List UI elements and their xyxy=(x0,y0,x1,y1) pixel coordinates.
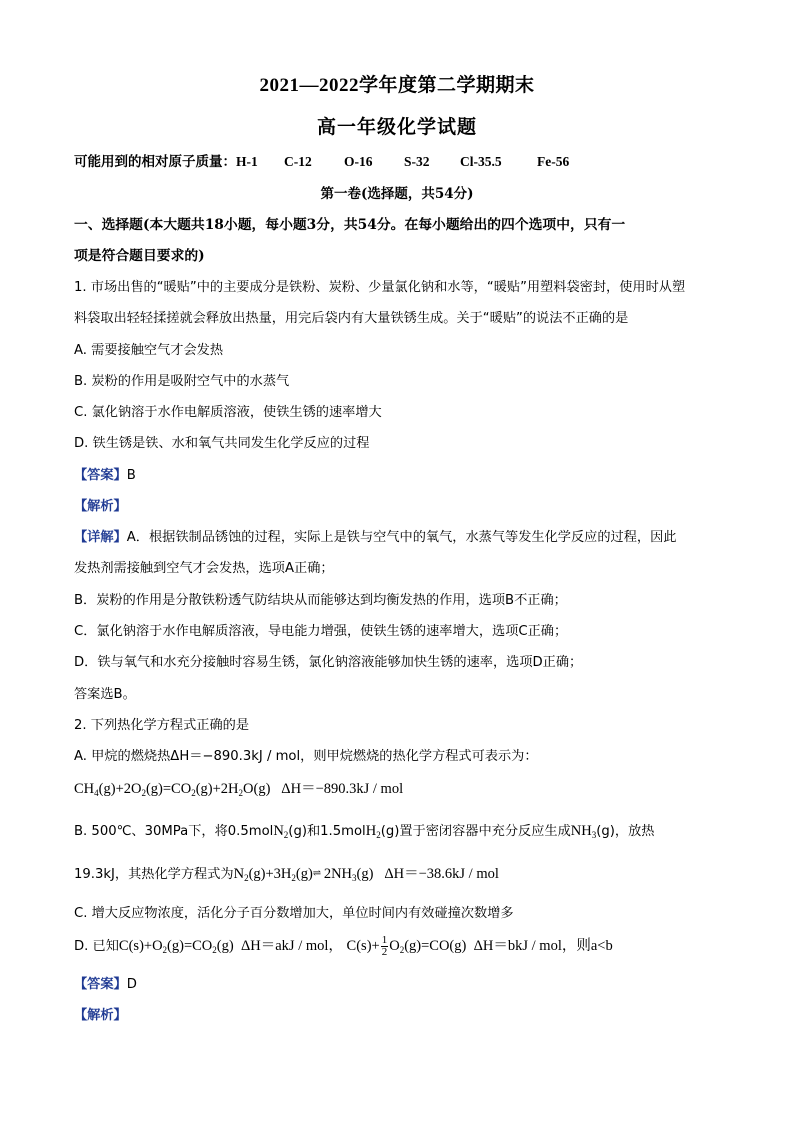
q2-option-b-line-1: B. 500℃、30MPa下，将0.5molN$_2$(g)和1.5molH$_2$(g)置于密闭容器中充分反应生成$NH_3(g)$，放热 xyxy=(74,823,655,840)
q1-stem-line-2: 料袋取出轻轻揉搓就会释放出热量，用完后袋内有大量铁锈生成。关于“暖贴”的说法不正确的是 xyxy=(74,311,629,326)
analysis-tag: 【解析】 xyxy=(74,499,127,514)
equilibrium-arrow-icon: ⇌ xyxy=(312,868,321,879)
exam-title: 2021—2022学年度第二学期期末 xyxy=(259,75,535,96)
q1-detail-1 xyxy=(74,526,676,545)
q1-option-c: C. 氯化钠溶于水作电解质溶液，使铁生锈的速率增大 xyxy=(74,405,382,420)
text: (g)，放热 xyxy=(596,824,655,839)
q1-analysis xyxy=(74,495,127,514)
mass-h: H-1 xyxy=(236,154,258,169)
q1-detail-3: B．炭粉的作用是分散铁粉透气防结块从而能够达到均衡发热的作用，选项B不正确； xyxy=(74,593,567,608)
equation-enthalpy: ΔH＝−890.3kJ / mol xyxy=(281,781,404,797)
q2-analysis xyxy=(74,1004,127,1023)
fraction-one-half: $\frac{1}{2}$ xyxy=(381,934,388,959)
equation-enthalpy: ΔH＝akJ / mol， xyxy=(240,938,343,954)
q1-detail-5: D．铁与氧气和水充分接触时容易生锈，氯化钠溶液能够加快生锈的速率，选项D正确； xyxy=(74,655,583,670)
q2-answer xyxy=(74,973,137,992)
section-instruction-2: 项是符合题目要求的) xyxy=(74,248,205,264)
exam-subtitle: 高一年级化学试题 xyxy=(316,116,477,138)
text: 19.3kJ，其热化学方程式为 xyxy=(74,867,234,882)
text: (g)和1.5mol xyxy=(288,824,366,839)
mass-fe: Fe-56 xyxy=(537,154,570,169)
text: B. 500℃、30MPa下，将0.5mol xyxy=(74,824,274,839)
q1-conclusion: 答案选B。 xyxy=(74,687,136,702)
q1-answer xyxy=(74,464,136,483)
detail-text: A．根据铁制品锈蚀的过程，实际上是铁与空气中的氧气，水蒸气等发生化学反应的过程，因此 xyxy=(126,530,677,545)
section-title: 第一卷(选择题，共54分) xyxy=(320,186,474,202)
mass-cl: Cl-35.5 xyxy=(460,154,502,169)
answer-tag: 【答案】 xyxy=(74,977,127,992)
atomic-masses xyxy=(74,150,569,170)
q2-option-d: D. 已知$C(s)+O_2(g)=CO_2(g)$ ΔH＝akJ / mol， C(s)+ $\frac{1}{2}$ $O_2(g)=CO(g)$ ΔH＝bkJ / mol，则a<b xyxy=(74,934,613,959)
q1-stem-line-1: 1. 市场出售的“暖贴”中的主要成分是铁粉、炭粉、少量氯化钠和水等，“暖贴”用塑料袋密封，使用时从塑 xyxy=(74,280,686,295)
q2-option-a-equation: $CH_4(g)+2O_2(g)=CO_2(g)+2H_2O(g)$ ΔH＝−890.3kJ / mol xyxy=(74,781,404,798)
mass-c: C-12 xyxy=(284,154,312,169)
q2-stem: 2. 下列热化学方程式正确的是 xyxy=(74,718,250,733)
mass-s: S-32 xyxy=(404,154,430,169)
q1-option-d: D. 铁生锈是铁、水和氧气共同发生化学反应的过程 xyxy=(74,436,370,451)
q2-option-a: A. 甲烷的燃烧热ΔH＝−890.3kJ / mol，则甲烷燃烧的热化学方程式可表示为： xyxy=(74,749,538,764)
analysis-tag: 【解析】 xyxy=(74,1008,127,1023)
mass-o: O-16 xyxy=(344,154,373,169)
equation-enthalpy: ΔH＝−38.6kJ / mol xyxy=(384,866,499,882)
masses-label: 可能用到的相对原子质量： xyxy=(74,154,236,170)
detail-tag: 【详解】 xyxy=(74,530,127,545)
q2-option-c: C. 增大反应物浓度，活化分子百分数增加大，单位时间内有效碰撞次数增多 xyxy=(74,906,514,921)
q1-option-a: A. 需要接触空气才会发热 xyxy=(74,343,224,358)
equation-enthalpy: ΔH＝bkJ / mol，则a<b xyxy=(473,938,613,954)
q2-option-b-line-2: 19.3kJ，其热化学方程式为$N_2(g)+3H_2(g)\rightleftharpoons$ $2NH_3(g)$ ΔH＝−38.6kJ / mol xyxy=(74,866,499,883)
q1-detail-2: 发热剂需接触到空气才会发热，选项A正确； xyxy=(74,561,334,576)
answer-value: B xyxy=(126,468,136,483)
q1-detail-4: C．氯化钠溶于水作电解质溶液，导电能力增强，使铁生锈的速率增大，选项C正确； xyxy=(74,624,568,639)
section-instruction-1: 一、选择题(本大题共18小题，每小题3分，共54分。在每小题给出的四个选项中，只有一 xyxy=(74,217,626,233)
answer-tag: 【答案】 xyxy=(74,468,127,483)
answer-value: D xyxy=(126,977,137,992)
text: (g)置于密闭容器中充分反应生成 xyxy=(380,824,571,839)
q1-option-b: B. 炭粉的作用是吸附空气中的水蒸气 xyxy=(74,374,290,389)
text: D. 已知 xyxy=(74,939,119,954)
